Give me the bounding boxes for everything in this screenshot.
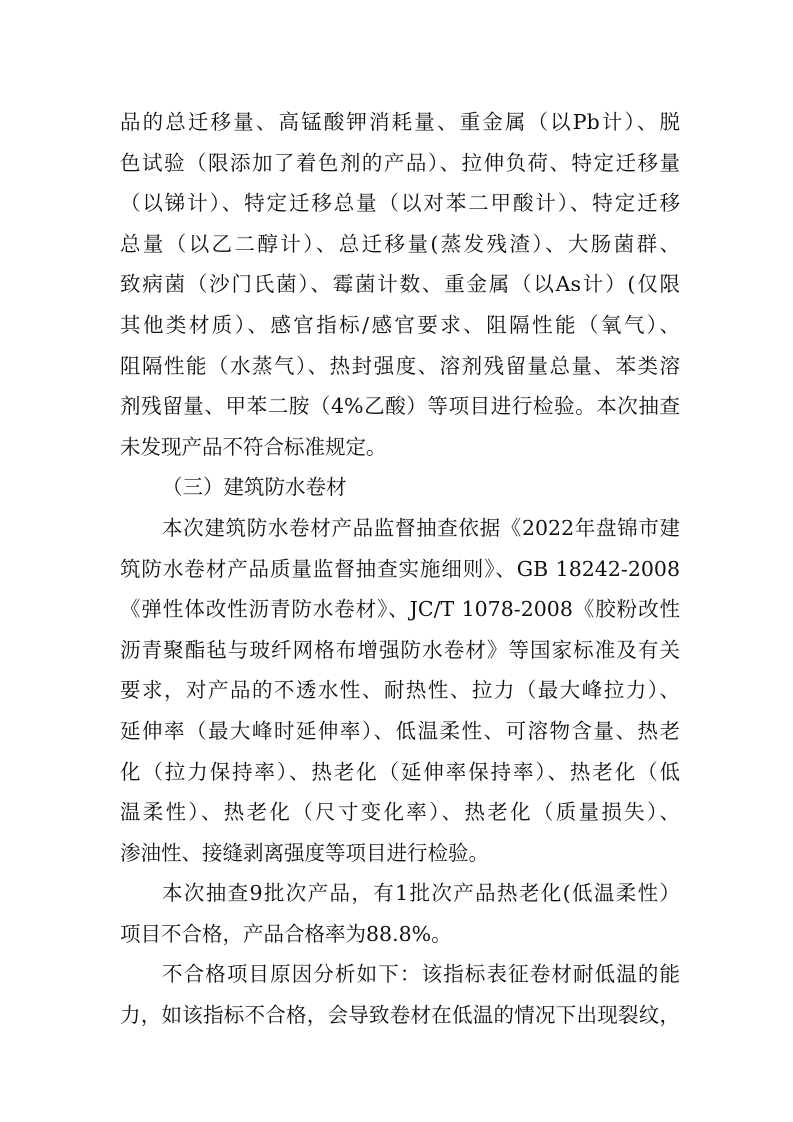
text-line: 剂残留量、甲苯二胺（4%乙酸）等项目进行检验。本次抽查	[120, 394, 680, 419]
text-line: 《弹性体改性沥青防水卷材》、JC/T 1078-2008《胶粉改性	[120, 597, 680, 622]
text-line: 总量（以乙二醇计）、总迁移量(蒸发残渣）、大肠菌群、	[120, 231, 680, 256]
text-line: 力，如该指标不合格，会导致卷材在低温的情况下出现裂纹，	[120, 1003, 680, 1028]
text-line: 不合格项目原因分析如下：该指标表征卷材耐低温的能	[162, 962, 680, 987]
text-line: 色试验（限添加了着色剂的产品）、拉伸负荷、特定迁移量	[120, 150, 680, 175]
text-line: 致病菌（沙门氏菌）、霉菌计数、重金属（以As计）(仅限	[120, 272, 680, 297]
text-line: 延伸率（最大峰时延伸率）、低温柔性、可溶物含量、热老	[120, 718, 680, 743]
text-line: 筑防水卷材产品质量监督抽查实施细则》、GB 18242-2008	[120, 556, 680, 581]
text-line: 未发现产品不符合标准规定。	[120, 434, 387, 459]
text-line: （以锑计）、特定迁移总量（以对苯二甲酸计）、特定迁移	[120, 191, 680, 216]
text-line: 品的总迁移量、高锰酸钾消耗量、重金属（以Pb计）、脱	[120, 110, 680, 134]
document-body	[120, 102, 680, 1036]
text-line: 本次建筑防水卷材产品监督抽查依据《2022年盘锦市建	[162, 515, 680, 540]
text-line: 其他类材质）、感官指标/感官要求、阻隔性能（氧气）、	[120, 312, 680, 337]
text-line: 化（拉力保持率）、热老化（延伸率保持率）、热老化（低	[120, 759, 680, 784]
text-line: 沥青聚酯毡与玻纤网格布增强防水卷材》等国家标准及有关	[120, 637, 680, 662]
text-line: 本次抽查9批次产品，有1批次产品热老化(低温柔性）	[162, 881, 680, 906]
text-line: 要求，对产品的不透水性、耐热性、拉力（最大峰拉力）、	[120, 678, 680, 703]
text-line: 渗油性、接缝剥离强度等项目进行检验。	[120, 840, 489, 865]
text-line: 温柔性）、热老化（尺寸变化率）、热老化（质量损失）、	[120, 800, 680, 825]
section-heading: （三）建筑防水卷材	[162, 475, 347, 500]
text-line: 项目不合格，产品合格率为88.8%。	[120, 921, 452, 946]
text-line: 阻隔性能（水蒸气）、热封强度、溶剂残留量总量、苯类溶	[120, 353, 680, 378]
